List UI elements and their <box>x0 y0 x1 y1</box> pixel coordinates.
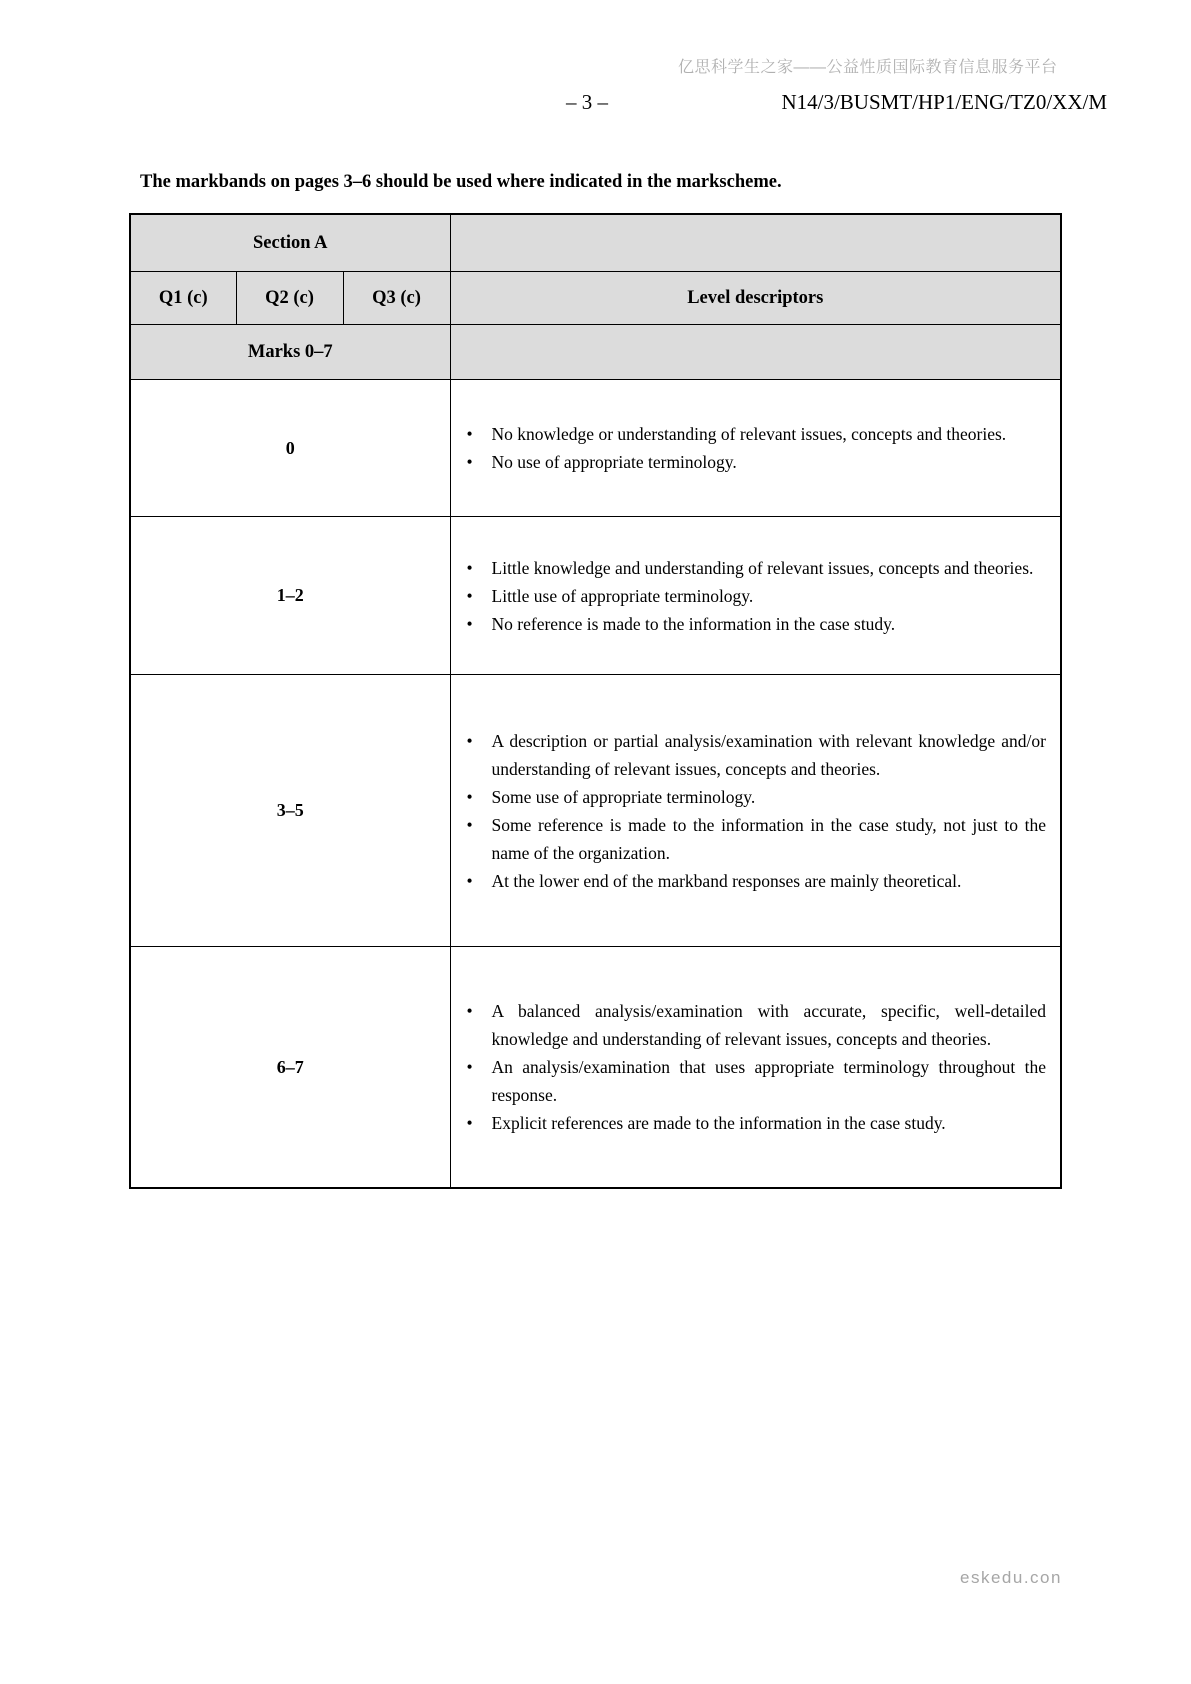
descriptor-bullet: • A balanced analysis/examination with accurate, specific, well-detailed knowledge and understanding of relevant issues, concepts and theories. <box>451 997 1047 1053</box>
markband-table <box>129 213 1062 1189</box>
marks-cell: 0 <box>130 380 450 517</box>
descriptor-bullet: • Some use of appropriate terminology. <box>451 783 1047 811</box>
column-q2: Q2 (c) <box>236 272 343 325</box>
descriptor-bullet: • Little knowledge and understanding of relevant issues, concepts and theories. <box>451 554 1047 582</box>
markband-row-6-7 <box>130 947 1061 1189</box>
descriptor-list <box>451 420 1047 476</box>
marks-cell: 3–5 <box>130 675 450 947</box>
question-columns-row <box>130 272 1061 325</box>
descriptor-bullet: • No reference is made to the information in the case study. <box>451 610 1047 638</box>
descriptor-bullet: • A description or partial analysis/examination with relevant knowledge and/or understanding of relevant issues, concepts and theories. <box>451 727 1047 783</box>
watermark-bottom: eskedu.con <box>960 1568 1062 1587</box>
descriptor-bullet: • Little use of appropriate terminology. <box>451 582 1047 610</box>
descriptor-bullet: • Some reference is made to the information in the case study, not just to the name of the organization. <box>451 811 1047 867</box>
intro-note: The markbands on pages 3–6 should be used where indicated in the markscheme. <box>140 172 782 192</box>
page-number: – 3 – <box>566 90 608 114</box>
descriptor-cell <box>450 517 1061 675</box>
marks-header-empty-cell <box>450 325 1061 380</box>
descriptor-list <box>451 727 1047 895</box>
markband-row-3-5 <box>130 675 1061 947</box>
marks-cell: 1–2 <box>130 517 450 675</box>
descriptor-cell <box>450 675 1061 947</box>
descriptor-cell <box>450 947 1061 1189</box>
marks-header-cell: Marks 0–7 <box>130 325 450 380</box>
descriptor-bullet: • An analysis/examination that uses appropriate terminology throughout the response. <box>451 1053 1047 1109</box>
markband-row-0 <box>130 380 1061 517</box>
descriptor-bullet: • Explicit references are made to the information in the case study. <box>451 1109 1047 1137</box>
marks-header-row <box>130 325 1061 380</box>
marks-cell: 6–7 <box>130 947 450 1189</box>
column-level-descriptors: Level descriptors <box>450 272 1061 325</box>
descriptor-cell <box>450 380 1061 517</box>
descriptor-bullet: • At the lower end of the markband responses are mainly theoretical. <box>451 867 1047 895</box>
watermark-top: 亿思科学生之家——公益性质国际教育信息服务平台 <box>678 59 1058 76</box>
section-header-empty-cell <box>450 214 1061 272</box>
descriptor-bullet: • No use of appropriate terminology. <box>451 448 1047 476</box>
column-q1: Q1 (c) <box>130 272 236 325</box>
document-code: N14/3/BUSMT/HP1/ENG/TZ0/XX/M <box>781 90 1107 114</box>
section-header-cell: Section A <box>130 214 450 272</box>
section-header-row <box>130 214 1061 272</box>
column-q3: Q3 (c) <box>343 272 450 325</box>
descriptor-list <box>451 554 1047 638</box>
markband-row-1-2 <box>130 517 1061 675</box>
descriptor-list <box>451 997 1047 1137</box>
descriptor-bullet: • No knowledge or understanding of relevant issues, concepts and theories. <box>451 420 1047 448</box>
